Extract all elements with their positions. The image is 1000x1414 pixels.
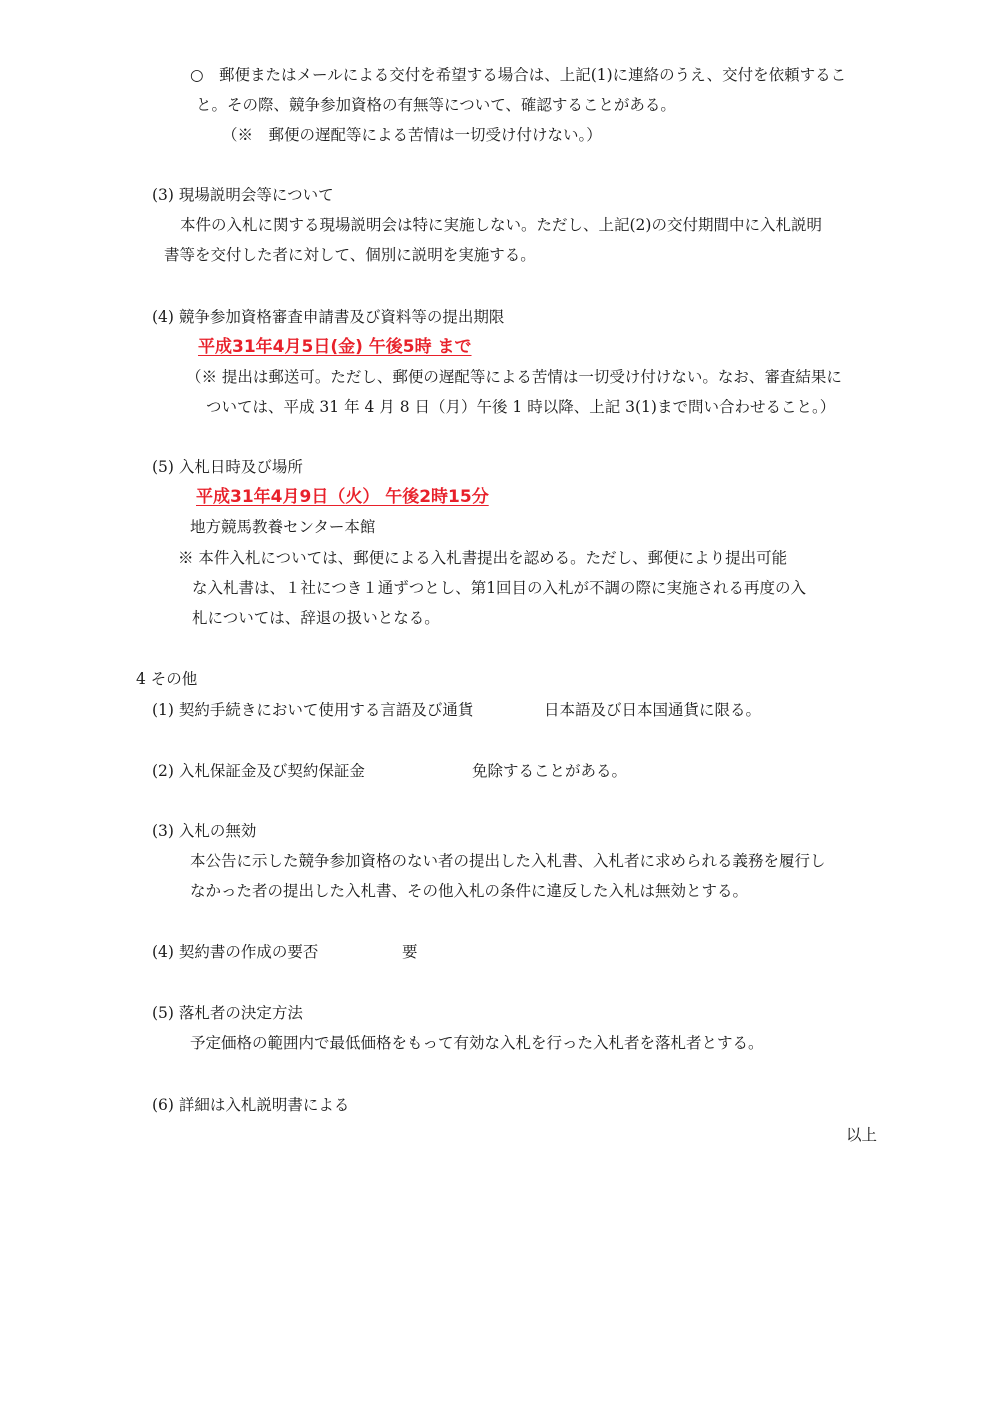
circle-note-line2: と。その際、競争参加資格の有無等について、確認することがある。 <box>196 96 676 114</box>
circle-note-remark: （※ 郵便の遅配等による苦情は一切受け付けない。） <box>222 126 602 144</box>
closing-mark: 以上 <box>846 1126 878 1144</box>
section-4-note-line1: （※ 提出は郵送可。ただし、郵便の遅配等による苦情は一切受け付けない。なお、審査結果に <box>186 368 842 386</box>
other-item-6-label: (6) 詳細は入札説明書による <box>152 1096 350 1114</box>
bid-datetime: 平成31年4月9日（火） 午後2時15分 <box>196 487 489 507</box>
section-3-body-line1: 本件の入札に関する現場説明会は特に実施しない。ただし、上記(2)の交付期間中に入札説明 <box>180 216 822 234</box>
section-4-note-line2: ついては、平成 31 年 4 月 8 日（月）午後 1 時以降、上記 3(1)まで問い合わせること。） <box>206 398 836 416</box>
section-3-body-line2: 書等を交付した者に対して、個別に説明を実施する。 <box>164 246 536 264</box>
other-item-2-label: (2) 入札保証金及び契約保証金 <box>152 762 365 780</box>
other-item-5-body: 予定価格の範囲内で最低価格をもって有効な入札を行った入札者を落札者とする。 <box>190 1034 764 1052</box>
other-item-1-value: 日本語及び日本国通貨に限る。 <box>544 701 762 719</box>
bid-place: 地方競馬教養センター本館 <box>190 518 376 536</box>
other-heading: 4 その他 <box>136 670 198 688</box>
section-5-note-line2: な入札書は、１社につき１通ずつとし、第1回目の入札が不調の際に実施される再度の入 <box>192 579 807 597</box>
other-item-5-label: (5) 落札者の決定方法 <box>152 1004 303 1022</box>
other-item-1-label: (1) 契約手続きにおいて使用する言語及び通貨 <box>152 701 474 719</box>
section-5-note-line3: 札については、辞退の扱いとなる。 <box>192 609 440 627</box>
circle-note-line1: ○ 郵便またはメールによる交付を希望する場合は、上記(1)に連絡のうえ、交付を依頼するこ <box>190 66 847 84</box>
section-5-note-line1: ※ 本件入札については、郵便による入札書提出を認める。ただし、郵便により提出可能 <box>178 549 788 567</box>
other-item-3-label: (3) 入札の無効 <box>152 822 257 840</box>
section-4-heading: (4) 競争参加資格審査申請書及び資料等の提出期限 <box>152 308 505 326</box>
section-3-heading: (3) 現場説明会等について <box>152 186 334 204</box>
other-item-2-value: 免除することがある。 <box>472 762 628 780</box>
other-item-4-value: 要 <box>402 943 418 961</box>
other-item-3-body-line1: 本公告に示した競争参加資格のない者の提出した入札書、入札者に求められる義務を履行し <box>190 852 826 870</box>
other-item-3-body-line2: なかった者の提出した入札書、その他入札の条件に違反した入札は無効とする。 <box>190 882 749 900</box>
section-5-heading: (5) 入札日時及び場所 <box>152 458 303 476</box>
submission-deadline: 平成31年4月5日(金) 午後5時 まで <box>198 337 472 357</box>
other-item-4-label: (4) 契約書の作成の要否 <box>152 943 319 961</box>
